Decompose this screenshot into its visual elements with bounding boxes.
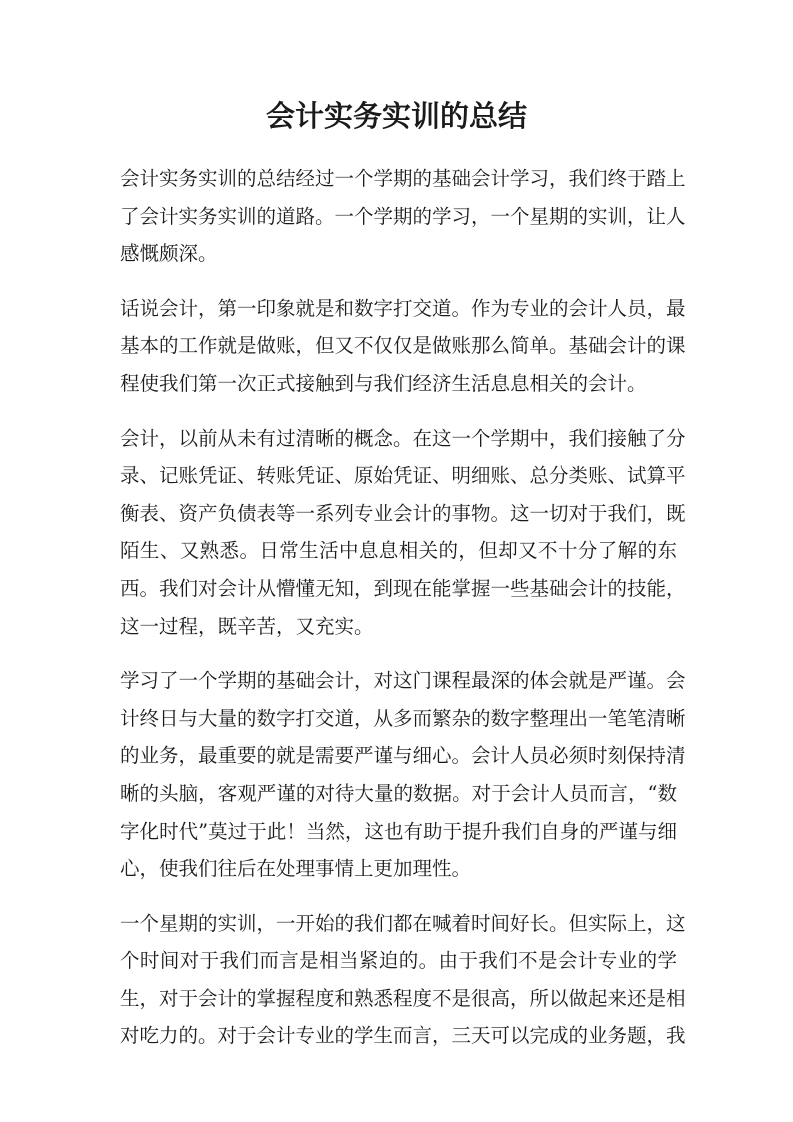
paragraph-line: 程使我们第一次正式接触到与我们经济生活息息相关的会计。	[120, 371, 647, 395]
paragraph-1	[120, 160, 686, 273]
paragraph-line: 对吃力的。对于会计专业的学生而言，三天可以完成的业务题，我	[120, 1024, 686, 1048]
paragraph-line: 这一过程，既辛苦，又充实。	[120, 614, 374, 638]
paragraph-line: 字化时代”莫过于此！当然，这也有助于提升我们自身的严谨与细	[120, 819, 677, 843]
paragraph-5	[120, 905, 686, 1055]
paragraph-line: 陌生、又熟悉。日常生活中息息相关的，但却又不十分了解的东	[120, 539, 677, 563]
paragraph-line: 基本的工作就是做账，但又不仅仅是做账那么简单。基础会计的课	[120, 334, 686, 358]
paragraph-line: 话说会计，第一印象就是和数字打交道。作为专业的会计人员，最	[120, 296, 686, 320]
paragraph-line: 了会计实务实训的道路。一个学期的学习，一个星期的实训，让人	[120, 204, 686, 228]
paragraph-4	[120, 662, 686, 888]
paragraph-line: 录、记账凭证、转账凭证、原始凭证、明细账、总分类账、试算平	[120, 464, 686, 488]
paragraph-3	[120, 420, 686, 646]
paragraph-line: 计终日与大量的数字打交道，从多而繁杂的数字整理出一笔笔清晰	[120, 706, 686, 730]
paragraph-line: 生，对于会计的掌握程度和熟悉程度不是很高，所以做起来还是相	[120, 986, 686, 1010]
paragraph-line: 的业务，最重要的就是需要严谨与细心。会计人员必须时刻保持清	[120, 744, 686, 768]
paragraph-line: 个时间对于我们而言是相当紧迫的。由于我们不是会计专业的学	[120, 949, 677, 973]
paragraph-line: 衡表、资产负债表等一系列专业会计的事物。这一切对于我们，既	[120, 501, 686, 525]
paragraph-line: 一个星期的实训，一开始的我们都在喊着时间好长。但实际上，这	[120, 911, 686, 935]
paragraph-line: 会计，以前从未有过清晰的概念。在这一个学期中，我们接触了分	[120, 426, 686, 450]
paragraph-2	[120, 290, 686, 403]
paragraph-line: 西。我们对会计从懵懂无知，到现在能掌握一些基础会计的技能，	[120, 576, 686, 600]
paragraph-line: 心，使我们往后在处理事情上更加理性。	[120, 857, 472, 881]
document-body	[120, 160, 686, 1072]
paragraph-line: 学习了一个学期的基础会计，对这门课程最深的体会就是严谨。会	[120, 669, 686, 693]
paragraph-line: 感慨颇深。	[120, 242, 218, 266]
document-title: 会计实务实训的总结	[265, 99, 527, 133]
paragraph-line: 会计实务实训的总结经过一个学期的基础会计学习，我们终于踏上	[120, 167, 686, 190]
paragraph-line: 晰的头脑，客观严谨的对待大量的数据。对于会计人员而言，“数	[120, 781, 677, 805]
